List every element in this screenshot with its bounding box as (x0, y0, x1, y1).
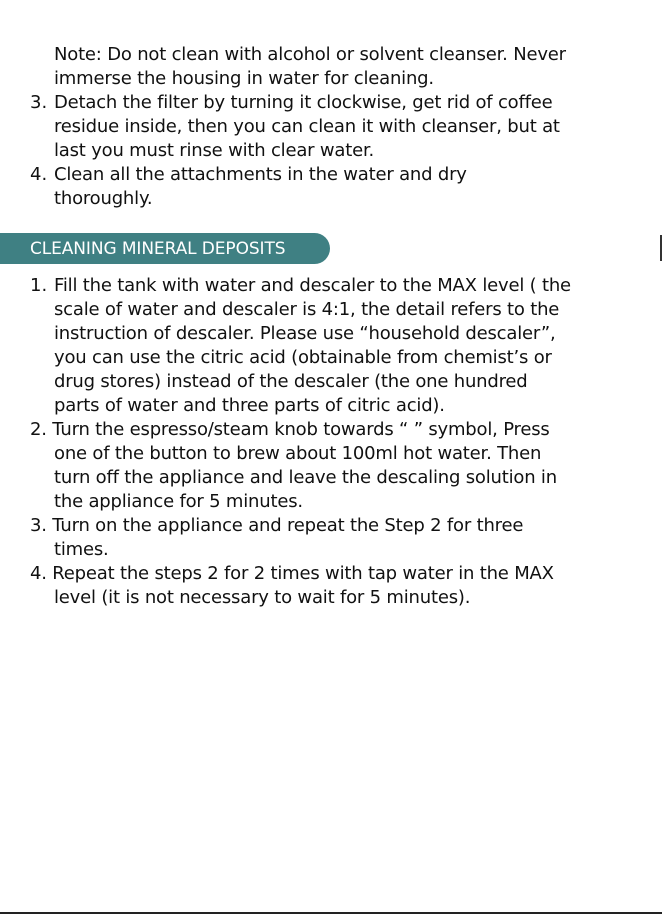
step-2-line-2: one of the button to brew about 100ml hot water. Then (54, 443, 542, 464)
item-3-line-1: Detach the filter by turning it clockwise, get rid of coffee (54, 92, 553, 113)
item-4-number: 4. (30, 164, 48, 185)
step-3-line-1: 3. Turn on the appliance and repeat the Step 2 for three (30, 515, 524, 536)
item-3-line-3: last you must rinse with clear water. (54, 140, 375, 161)
step-1-number: 1. (30, 275, 48, 296)
item-3-line-2: residue inside, then you can clean it with cleanser, but at (54, 116, 560, 137)
step-1-line-5: drug stores) instead of the descaler (the one hundred (54, 371, 528, 392)
step-1-line-4: you can use the citric acid (obtainable from chemist’s or (54, 347, 552, 368)
section-heading: CLEANING MINERAL DEPOSITS (30, 239, 286, 259)
step-1-line-2: scale of water and descaler is 4:1, the detail refers to the (54, 299, 560, 320)
note-line-1: Note: Do not clean with alcohol or solvent cleanser. Never (54, 44, 566, 65)
step-4-line-1: 4. Repeat the steps 2 for 2 times with tap water in the MAX (30, 563, 554, 584)
item-4-line-1: Clean all the attachments in the water and dry (54, 164, 467, 185)
step-2-line-1: 2. Turn the espresso/steam knob towards “ ” symbol, Press (30, 419, 550, 440)
item-4-line-2: thoroughly. (54, 188, 153, 209)
step-3-line-2: times. (54, 539, 109, 560)
step-4-line-2: level (it is not necessary to wait for 5 minutes). (54, 587, 471, 608)
step-2-line-4: the appliance for 5 minutes. (54, 491, 303, 512)
step-1-line-6: parts of water and three parts of citric acid). (54, 395, 445, 416)
step-1-line-3: instruction of descaler. Please use “household descaler”, (54, 323, 556, 344)
note-line-2: immerse the housing in water for cleaning. (54, 68, 434, 89)
step-1-line-1: Fill the tank with water and descaler to the MAX level ( the (54, 275, 571, 296)
step-2-line-3: turn off the appliance and leave the descaling solution in (54, 467, 557, 488)
item-3-number: 3. (30, 92, 48, 113)
